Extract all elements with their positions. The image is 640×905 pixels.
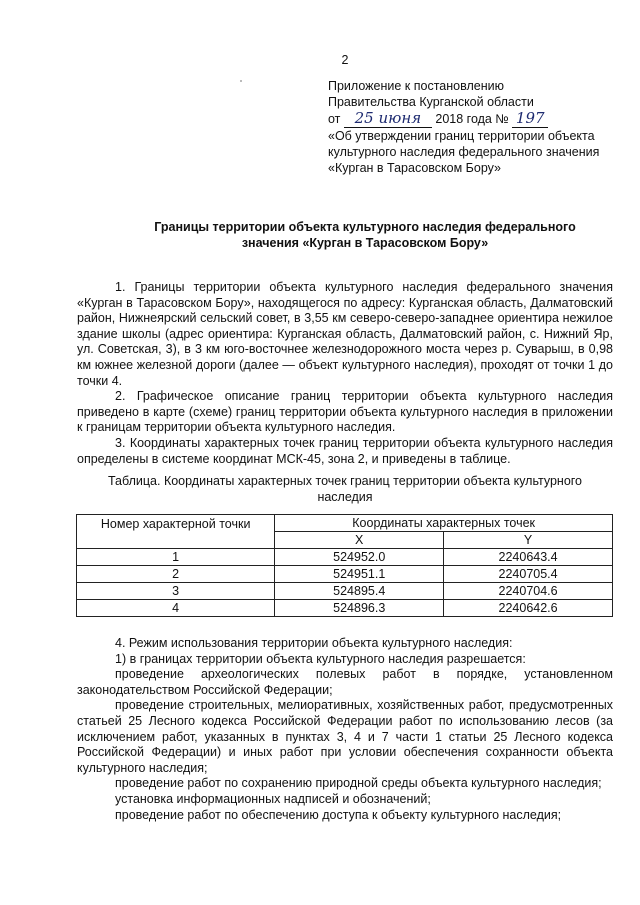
regime-heading: 4. Режим использования территории объекта культурного наследия: bbox=[115, 636, 513, 650]
appendix-line-1: Приложение к постановлению bbox=[328, 79, 504, 93]
table-row bbox=[77, 583, 613, 600]
appendix-header bbox=[328, 78, 628, 176]
appendix-quote-2: культурного наследия федерального значения bbox=[328, 145, 600, 159]
paragraph-1: 1. Границы территории объекта культурного наследия федерального значения «Курган в Тарасовском Бору», находящегося по адресу: Курганская область, Далматовский район, Нижнеярский сельский совет, в 3,55 км северо-северо-западнее ориентира нежилое здание школы (адрес ориентира: Курганская область, Далматовский район, с. Нижний Яр, ул. Советская, 3), в 3 км юго-восточнее железнодорожного моста через р. Суварыш, в 0,98 км южнее железной дороги (далее — объект культурного наследия), проходят от точки 1 до точки 4. bbox=[77, 280, 613, 388]
title-line-2: значения «Курган в Тарасовском Бору» bbox=[241, 236, 489, 250]
regime-section bbox=[77, 636, 613, 823]
table-row bbox=[77, 600, 613, 617]
table-caption: Таблица. Координаты характерных точек границ территории объекта культурного наследия bbox=[107, 474, 583, 504]
cell-point: 1 bbox=[77, 549, 275, 566]
coordinates-table bbox=[76, 514, 613, 617]
header-point-number: Номер характерной точки bbox=[77, 515, 275, 549]
document-title bbox=[120, 219, 610, 251]
scan-speck bbox=[240, 80, 242, 82]
cell-point: 2 bbox=[77, 566, 275, 583]
title-line-1: Границы территории объекта культурного наследия федерального bbox=[154, 220, 576, 234]
cell-x: 524951.1 bbox=[275, 566, 444, 583]
appendix-line-2: Правительства Курганской области bbox=[328, 95, 534, 109]
cell-x: 524952.0 bbox=[275, 549, 444, 566]
regime-item-1: 1) в границах территории объекта культурного наследия разрешается: bbox=[115, 651, 526, 666]
appendix-quote-1: «Об утверждении границ территории объекта bbox=[328, 129, 595, 143]
cell-x: 524895.4 bbox=[275, 583, 444, 600]
cell-y: 2240642.6 bbox=[444, 600, 613, 617]
paragraph-2: 2. Графическое описание границ территории объекта культурного наследия приведено в карте (схеме) границ территории объекта культурного наследия в приложении к границам территории объекта культурного наследия. bbox=[77, 389, 613, 435]
page-number: 2 bbox=[341, 53, 349, 67]
cell-x: 524896.3 bbox=[275, 600, 444, 617]
handwritten-number: 197 bbox=[515, 109, 545, 127]
regime-item-6: проведение работ по обеспечению доступа к объекту культурного наследия; bbox=[115, 807, 562, 822]
cell-y: 2240643.4 bbox=[444, 549, 613, 566]
paragraph-3: 3. Координаты характерных точек границ территории объекта культурного наследия определены в системе координат МСК-45, зона 2, и приведены в таблице. bbox=[77, 435, 613, 466]
header-coordinates: Координаты характерных точек bbox=[275, 515, 613, 532]
header-x: X bbox=[275, 532, 444, 549]
appendix-date-line bbox=[328, 110, 628, 128]
number-blank bbox=[512, 110, 548, 128]
handwritten-date: 25 июня bbox=[354, 109, 422, 127]
body-text bbox=[77, 280, 613, 467]
regime-item-5: установка информационных надписей и обозначений; bbox=[115, 791, 431, 806]
regime-item-3: проведение строительных, мелиоративных, хозяйственных работ, предусмотренных статьей 25 Лесного кодекса Российской Федерации работ по использованию лесов (за исключением работ, указанных в пунктах 3, 4 и 7 части 1 статьи 25 Лесного кодекса Российской Федерации) и иных работ при условии обеспечения сохранности объекта культурного наследия; bbox=[77, 698, 613, 775]
header-y: Y bbox=[444, 532, 613, 549]
table-header-row bbox=[77, 515, 613, 532]
date-prefix: от bbox=[328, 112, 341, 126]
cell-point: 3 bbox=[77, 583, 275, 600]
cell-y: 2240704.6 bbox=[444, 583, 613, 600]
table-row bbox=[77, 566, 613, 583]
table-row bbox=[77, 549, 613, 566]
cell-y: 2240705.4 bbox=[444, 566, 613, 583]
appendix-quote-3: «Курган в Тарасовском Бору» bbox=[328, 161, 501, 175]
regime-item-4: проведение работ по сохранению природной среды объекта культурного наследия; bbox=[115, 776, 602, 791]
regime-item-2: проведение археологических полевых работ в порядке, установленном законодательством Российской Федерации; bbox=[77, 667, 613, 697]
date-blank bbox=[344, 110, 432, 128]
cell-point: 4 bbox=[77, 600, 275, 617]
date-year: 2018 года № bbox=[435, 112, 509, 126]
